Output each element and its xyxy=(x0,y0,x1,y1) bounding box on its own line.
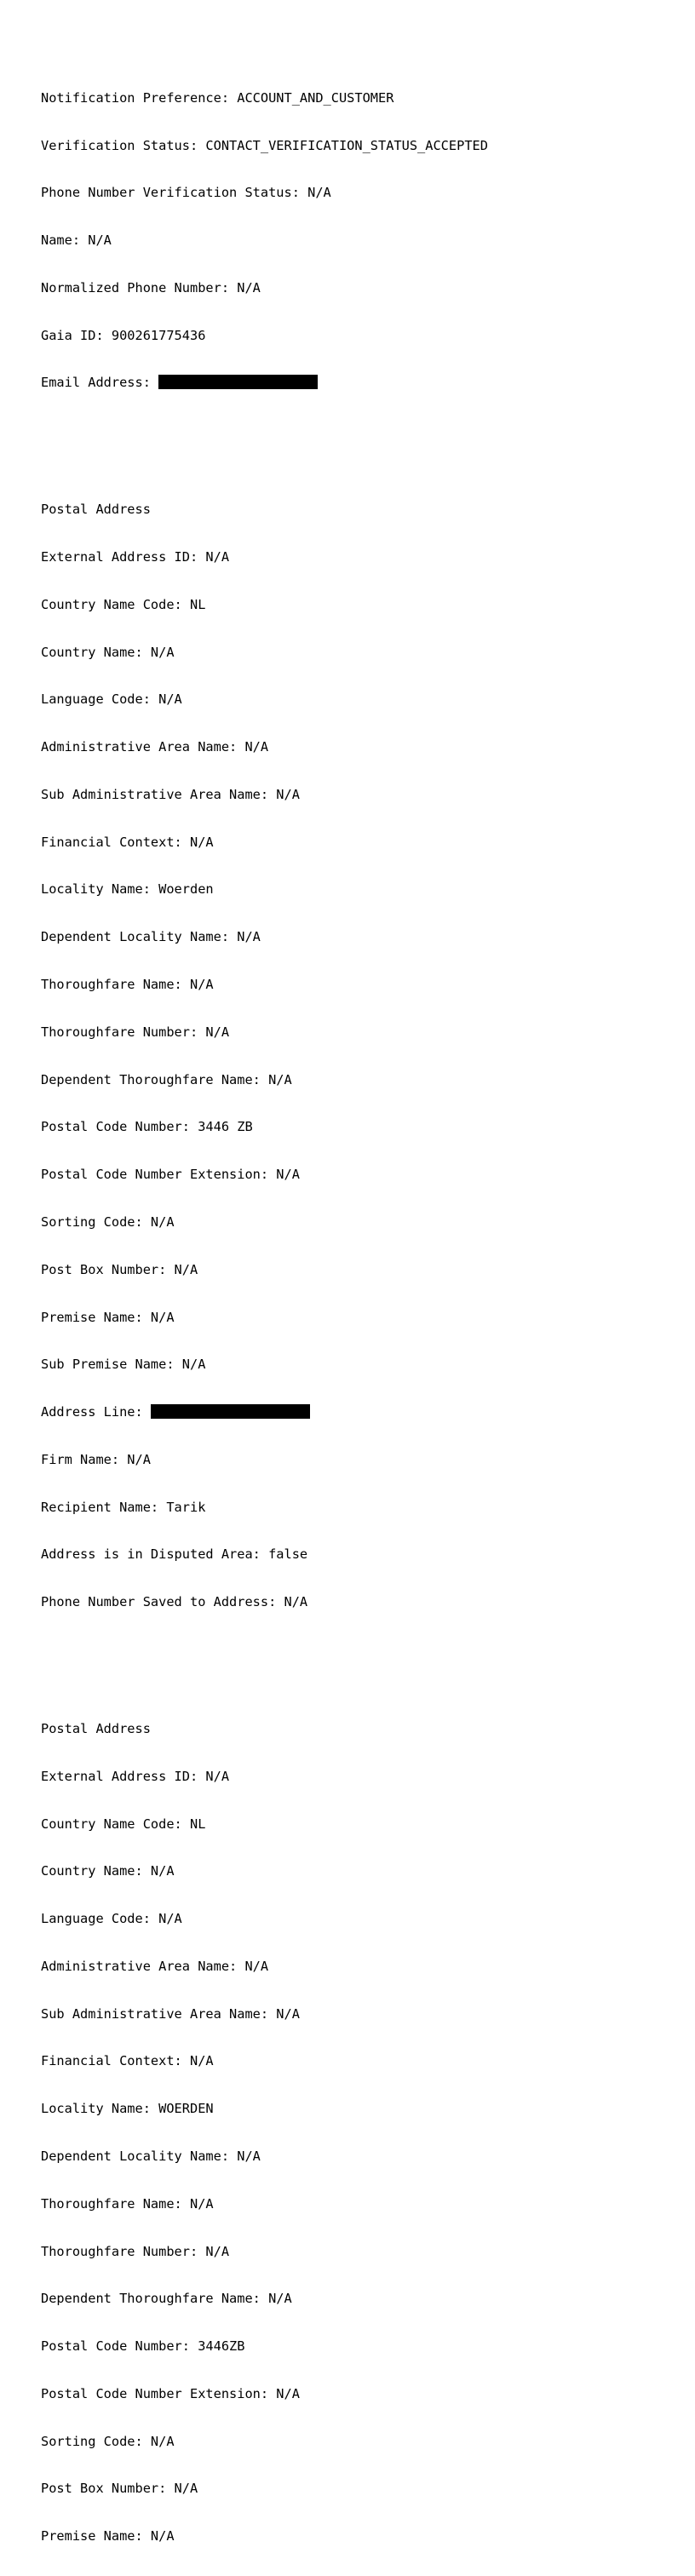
dependent-locality-name: Dependent Locality Name: N/A xyxy=(41,2148,261,2164)
administrative-area-name: Administrative Area Name: N/A xyxy=(41,739,269,755)
premise-name: Premise Name: N/A xyxy=(41,1309,175,1325)
sub-administrative-area-name: Sub Administrative Area Name: N/A xyxy=(41,2005,300,2022)
verification-status: Verification Status: CONTACT_VERIFICATION_STATUS_ACCEPTED xyxy=(41,137,488,153)
dependent-locality-name: Dependent Locality Name: N/A xyxy=(41,929,261,945)
locality-name: Locality Name: WOERDEN xyxy=(41,2101,214,2117)
external-address-id: External Address ID: N/A xyxy=(41,549,230,565)
address-line-redaction-bar xyxy=(151,1404,310,1419)
email-address-row xyxy=(41,375,488,391)
address-line-row xyxy=(41,1404,488,1420)
financial-context: Financial Context: N/A xyxy=(41,2053,214,2069)
sub-premise-name: Sub Premise Name: N/A xyxy=(41,1357,206,1373)
postal-code-number-extension: Postal Code Number Extension: N/A xyxy=(41,2385,300,2401)
sub-administrative-area-name: Sub Administrative Area Name: N/A xyxy=(41,786,300,802)
postal-code-number: Postal Code Number: 3446ZB xyxy=(41,2338,245,2355)
postal-address-heading: Postal Address xyxy=(41,1720,151,1736)
sorting-code: Sorting Code: N/A xyxy=(41,2433,175,2449)
dependent-thoroughfare-name: Dependent Thoroughfare Name: N/A xyxy=(41,2291,292,2307)
thoroughfare-number: Thoroughfare Number: N/A xyxy=(41,2243,230,2259)
document-page xyxy=(41,43,488,2576)
address-line-label: Address Line: xyxy=(41,1404,151,1420)
sorting-code: Sorting Code: N/A xyxy=(41,1213,175,1230)
spacer xyxy=(41,439,488,455)
gaia-id: Gaia ID: 900261775436 xyxy=(41,327,206,343)
normalized-phone-number: Normalized Phone Number: N/A xyxy=(41,279,261,295)
country-name: Country Name: N/A xyxy=(41,644,175,660)
language-code: Language Code: N/A xyxy=(41,1911,182,1927)
recipient-name: Recipient Name: Tarik xyxy=(41,1499,206,1515)
disputed-area: Address is in Disputed Area: false xyxy=(41,1546,308,1563)
locality-name: Locality Name: Woerden xyxy=(41,881,214,898)
language-code: Language Code: N/A xyxy=(41,691,182,708)
post-box-number: Post Box Number: N/A xyxy=(41,2481,198,2497)
phone-verification-status: Phone Number Verification Status: N/A xyxy=(41,185,331,201)
post-box-number: Post Box Number: N/A xyxy=(41,1261,198,1277)
thoroughfare-name: Thoroughfare Name: N/A xyxy=(41,977,214,993)
dependent-thoroughfare-name: Dependent Thoroughfare Name: N/A xyxy=(41,1071,292,1087)
external-address-id: External Address ID: N/A xyxy=(41,1768,230,1784)
country-name-code: Country Name Code: NL xyxy=(41,1816,206,1832)
thoroughfare-number: Thoroughfare Number: N/A xyxy=(41,1024,230,1040)
spacer xyxy=(41,1658,488,1674)
email-redaction-bar xyxy=(158,375,318,389)
email-address-label: Email Address: xyxy=(41,375,159,391)
contact-name: Name: N/A xyxy=(41,232,112,249)
premise-name: Premise Name: N/A xyxy=(41,2528,175,2544)
postal-code-number: Postal Code Number: 3446 ZB xyxy=(41,1119,253,1135)
postal-code-number-extension: Postal Code Number Extension: N/A xyxy=(41,1167,300,1183)
firm-name: Firm Name: N/A xyxy=(41,1451,151,1467)
country-name-code: Country Name Code: NL xyxy=(41,596,206,612)
country-name: Country Name: N/A xyxy=(41,1863,175,1879)
administrative-area-name: Administrative Area Name: N/A xyxy=(41,1958,269,1974)
financial-context: Financial Context: N/A xyxy=(41,834,214,850)
thoroughfare-name: Thoroughfare Name: N/A xyxy=(41,2195,214,2212)
postal-address-heading: Postal Address xyxy=(41,502,151,518)
notification-preference: Notification Preference: ACCOUNT_AND_CUSTOMER xyxy=(41,89,394,106)
phone-number-saved-to-address: Phone Number Saved to Address: N/A xyxy=(41,1594,308,1610)
